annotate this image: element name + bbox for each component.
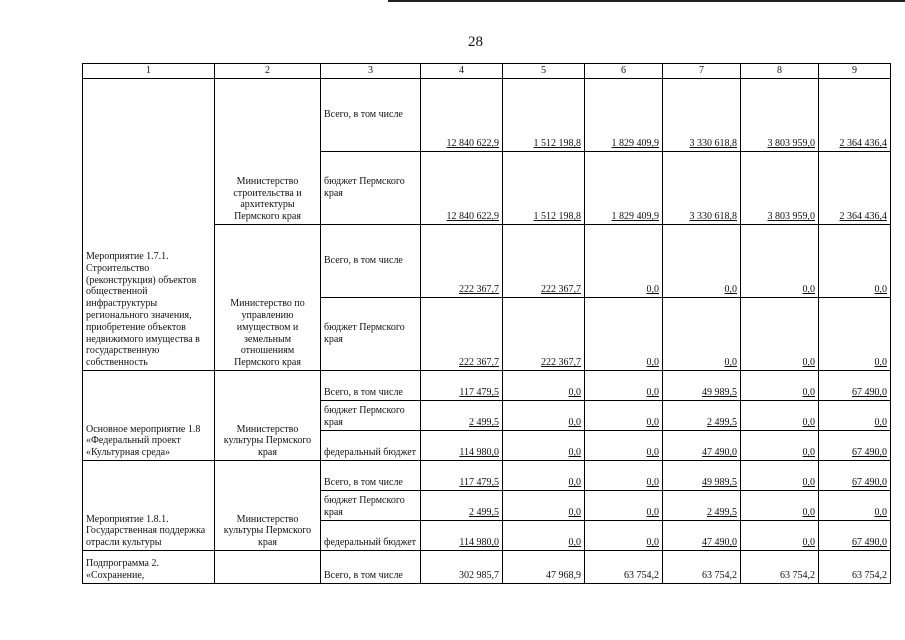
table-row — [83, 551, 891, 584]
page-number: 28 — [468, 34, 483, 50]
value-cell: 0,0 — [741, 491, 819, 521]
column-header: 1 — [83, 64, 215, 79]
value-cell: 0,0 — [585, 461, 663, 491]
value-cell: 67 490,0 — [819, 371, 891, 401]
source-cell: федеральный бюджет — [321, 521, 421, 551]
source-cell: Всего, в том числе — [321, 371, 421, 401]
ministry-cell: Министерство по управлению имуществом и земельным отношениям Пермского края — [215, 225, 321, 371]
value-cell: 1 512 198,8 — [503, 79, 585, 152]
value-cell: 3 330 618,8 — [663, 152, 741, 225]
value-cell: 63 754,2 — [663, 551, 741, 584]
value-cell: 0,0 — [663, 298, 741, 371]
value-cell: 0,0 — [585, 371, 663, 401]
value-cell: 0,0 — [503, 461, 585, 491]
column-header: 2 — [215, 64, 321, 79]
value-cell: 114 980,0 — [421, 431, 503, 461]
value-cell: 0,0 — [585, 401, 663, 431]
column-header: 5 — [503, 64, 585, 79]
value-cell: 2 364 436,4 — [819, 79, 891, 152]
column-header: 7 — [663, 64, 741, 79]
value-cell: 0,0 — [819, 225, 891, 298]
value-cell: 0,0 — [585, 431, 663, 461]
value-cell: 0,0 — [741, 298, 819, 371]
value-cell: 222 367,7 — [421, 225, 503, 298]
source-cell: федеральный бюджет — [321, 431, 421, 461]
value-cell: 3 330 618,8 — [663, 79, 741, 152]
value-cell: 1 829 409,9 — [585, 152, 663, 225]
activity-cell: Мероприятие 1.8.1. Государственная поддержка отрасли культуры — [83, 461, 215, 551]
value-cell: 302 985,7 — [421, 551, 503, 584]
value-cell: 1 512 198,8 — [503, 152, 585, 225]
value-cell: 0,0 — [741, 461, 819, 491]
value-cell: 117 479,5 — [421, 371, 503, 401]
value-cell: 2 364 436,4 — [819, 152, 891, 225]
value-cell: 67 490,0 — [819, 431, 891, 461]
value-cell: 0,0 — [503, 371, 585, 401]
source-cell: Всего, в том числе — [321, 461, 421, 491]
value-cell: 0,0 — [741, 225, 819, 298]
column-header: 3 — [321, 64, 421, 79]
source-cell: Всего, в том числе — [321, 551, 421, 584]
value-cell: 1 829 409,9 — [585, 79, 663, 152]
ministry-cell: Министерство культуры Пермского края — [215, 371, 321, 461]
source-cell: бюджет Пермского края — [321, 152, 421, 225]
value-cell: 63 754,2 — [585, 551, 663, 584]
value-cell: 0,0 — [741, 521, 819, 551]
funding-table — [82, 63, 891, 584]
value-cell: 0,0 — [819, 298, 891, 371]
value-cell: 222 367,7 — [503, 298, 585, 371]
value-cell: 49 989,5 — [663, 461, 741, 491]
activity-cell: Подпрограмма 2. «Сохранение, — [83, 551, 215, 584]
value-cell: 222 367,7 — [421, 298, 503, 371]
value-cell: 3 803 959,0 — [741, 152, 819, 225]
column-header: 4 — [421, 64, 503, 79]
value-cell: 0,0 — [585, 521, 663, 551]
value-cell: 12 840 622,9 — [421, 152, 503, 225]
value-cell: 2 499,5 — [421, 491, 503, 521]
source-cell: бюджет Пермского края — [321, 298, 421, 371]
source-cell: бюджет Пермского края — [321, 401, 421, 431]
ministry-cell — [215, 551, 321, 584]
value-cell: 0,0 — [663, 225, 741, 298]
column-number-row — [83, 64, 891, 79]
table-row — [83, 461, 891, 491]
value-cell: 67 490,0 — [819, 521, 891, 551]
column-header: 9 — [819, 64, 891, 79]
value-cell: 63 754,2 — [819, 551, 891, 584]
value-cell: 0,0 — [819, 401, 891, 431]
column-header: 6 — [585, 64, 663, 79]
source-cell: Всего, в том числе — [321, 79, 421, 152]
value-cell: 0,0 — [585, 491, 663, 521]
value-cell: 47 490,0 — [663, 431, 741, 461]
value-cell: 117 479,5 — [421, 461, 503, 491]
value-cell: 12 840 622,9 — [421, 79, 503, 152]
value-cell: 2 499,5 — [421, 401, 503, 431]
source-cell: Всего, в том числе — [321, 225, 421, 298]
value-cell: 3 803 959,0 — [741, 79, 819, 152]
activity-cell: Мероприятие 1.7.1. Строительство (реконструкция) объектов общественной инфраструктуры регионального значения, приобретение объектов недвижимого имущества в государственную собственность — [83, 79, 215, 371]
value-cell: 2 499,5 — [663, 401, 741, 431]
value-cell: 0,0 — [741, 431, 819, 461]
value-cell: 47 490,0 — [663, 521, 741, 551]
value-cell: 0,0 — [819, 491, 891, 521]
value-cell: 222 367,7 — [503, 225, 585, 298]
table-row — [83, 79, 891, 152]
value-cell: 0,0 — [585, 298, 663, 371]
value-cell: 0,0 — [503, 521, 585, 551]
value-cell: 67 490,0 — [819, 461, 891, 491]
value-cell: 2 499,5 — [663, 491, 741, 521]
value-cell: 49 989,5 — [663, 371, 741, 401]
value-cell: 0,0 — [503, 491, 585, 521]
value-cell: 0,0 — [741, 371, 819, 401]
value-cell: 0,0 — [585, 225, 663, 298]
table-row — [83, 371, 891, 401]
source-cell: бюджет Пермского края — [321, 491, 421, 521]
activity-cell: Основное мероприятие 1.8 «Федеральный проект «Культурная среда» — [83, 371, 215, 461]
value-cell: 63 754,2 — [741, 551, 819, 584]
value-cell: 0,0 — [503, 431, 585, 461]
ministry-cell: Министерство строительства и архитектуры Пермского края — [215, 79, 321, 225]
value-cell: 114 980,0 — [421, 521, 503, 551]
column-header: 8 — [741, 64, 819, 79]
value-cell: 0,0 — [503, 401, 585, 431]
value-cell: 47 968,9 — [503, 551, 585, 584]
value-cell: 0,0 — [741, 401, 819, 431]
top-rule — [388, 0, 905, 2]
ministry-cell: Министерство культуры Пермского края — [215, 461, 321, 551]
